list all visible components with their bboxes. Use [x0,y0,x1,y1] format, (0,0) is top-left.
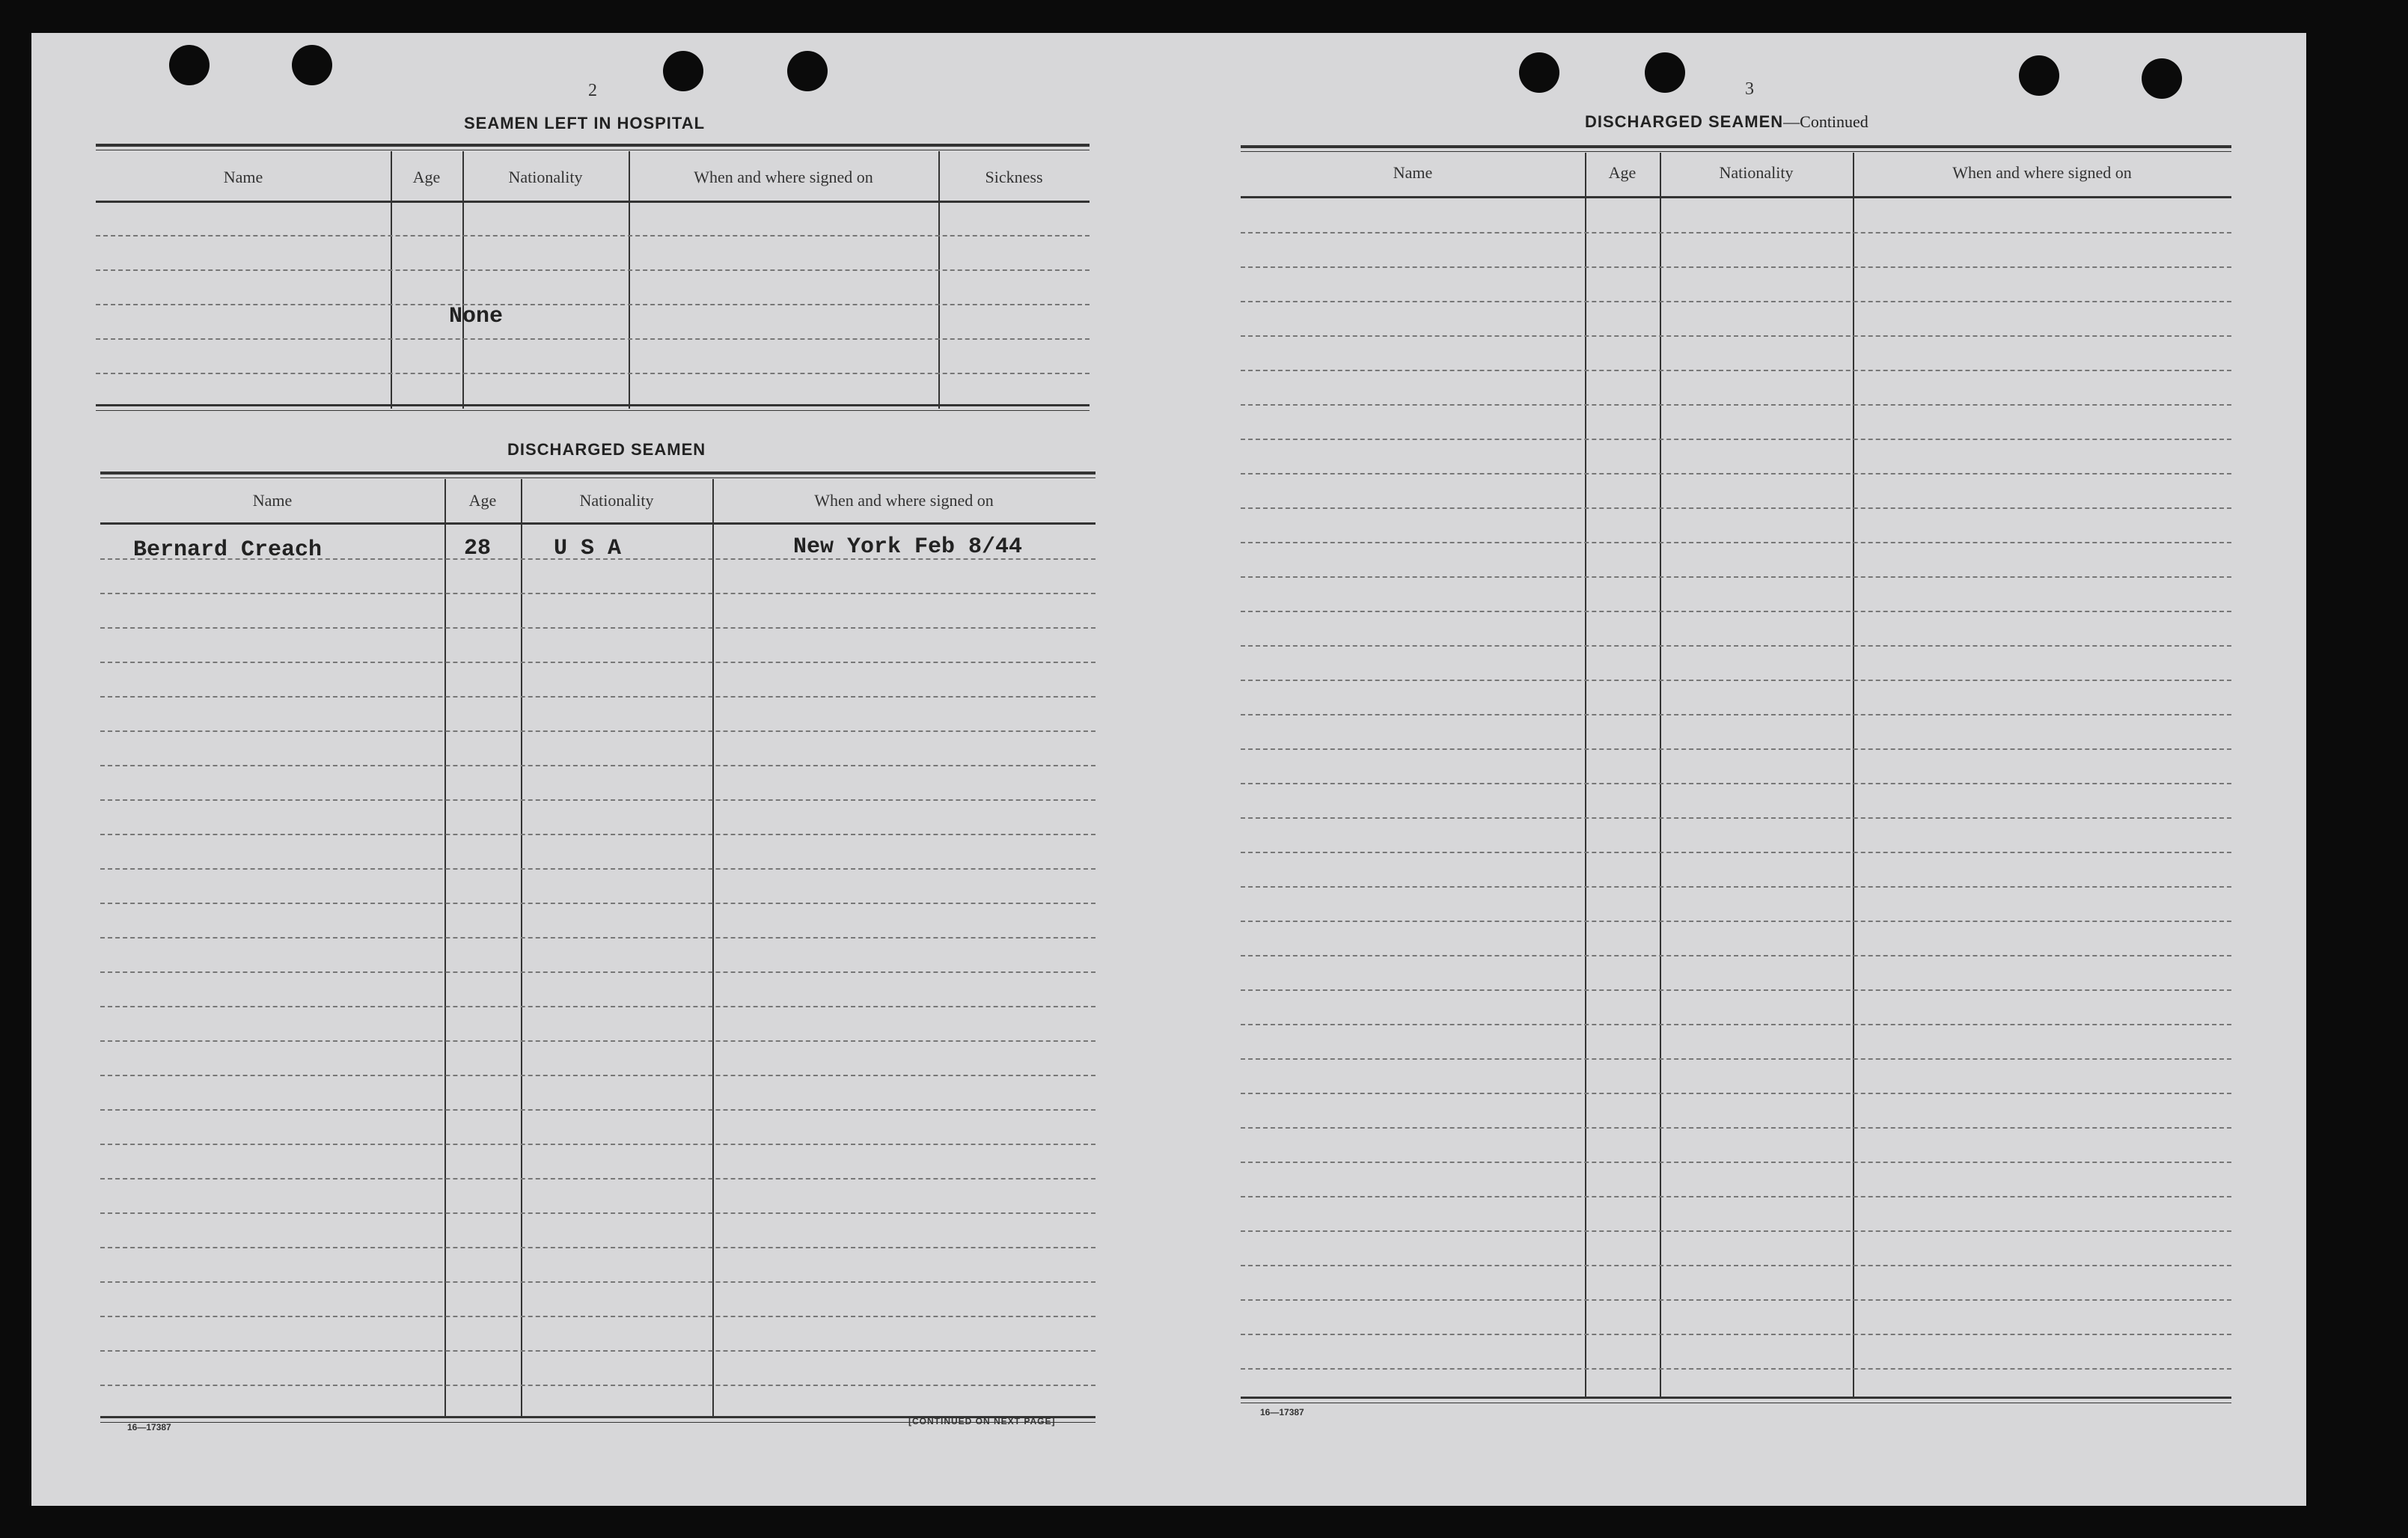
discharged-section-title: DISCHARGED SEAMEN [507,440,706,459]
punch-hole [1645,52,1685,93]
continued-note: [CONTINUED ON NEXT PAGE] [908,1416,1056,1426]
form-code-right: 16—17387 [1260,1407,1304,1418]
right-col-name: Name [1393,163,1433,182]
discharged-col-age: Age [468,491,497,510]
punch-hole [2019,55,2059,96]
punch-hole [169,45,210,85]
discharged-col-nationality: Nationality [579,491,654,510]
document-paper [31,33,2306,1506]
page-number-right: 3 [1745,79,1754,99]
discharged-table-right [1241,145,2231,1432]
punch-hole [663,51,703,91]
hospital-col-sickness: Sickness [985,168,1043,186]
seaman-signed-on: New York Feb 8/44 [793,534,1023,560]
hospital-col-signed-on: When and where signed on [694,168,873,186]
punch-hole [787,51,828,91]
punch-hole [292,45,332,85]
seaman-age: 28 [464,536,492,561]
continued-suffix: —Continued [1783,112,1868,131]
hospital-col-nationality: Nationality [508,168,583,186]
discharged-continued-title-main: DISCHARGED SEAMEN [1585,112,1784,131]
discharged-col-signed-on: When and where signed on [814,491,994,510]
form-code-left: 16—17387 [127,1422,171,1432]
hospital-table [96,144,1090,418]
discharged-table-left [100,472,1095,1452]
right-col-signed-on: When and where signed on [1952,163,2132,182]
punch-hole [1519,52,1559,93]
seaman-nationality: U S A [554,536,622,561]
hospital-col-name: Name [223,168,263,186]
discharged-continued-title [1585,112,1868,132]
hospital-col-age: Age [412,168,441,186]
page-number-left: 2 [588,81,597,100]
discharged-col-name: Name [252,491,293,510]
right-col-age: Age [1608,163,1637,182]
right-col-nationality: Nationality [1719,163,1794,182]
hospital-none-entry: None [449,304,504,329]
punch-hole [2142,58,2182,99]
hospital-section-title: SEAMEN LEFT IN HOSPITAL [464,114,706,132]
seaman-name: Bernard Creach [133,537,323,563]
